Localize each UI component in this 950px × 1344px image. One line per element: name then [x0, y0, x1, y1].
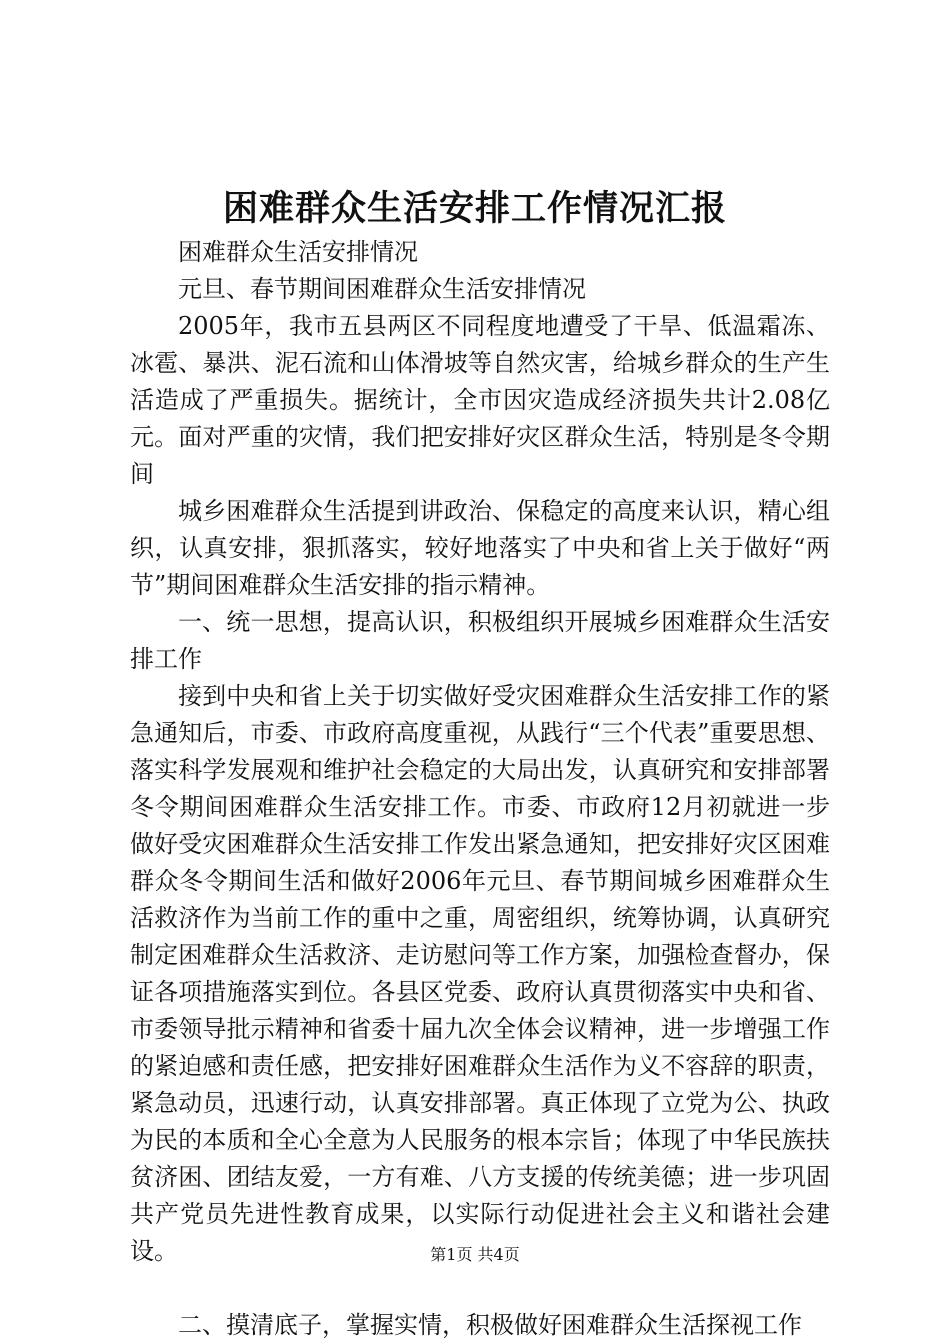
paragraph-section-1-body: 接到中央和省上关于切实做好受灾困难群众生活安排工作的紧急通知后，市委、市政府高度重视，从践行“三个代表”重要思想、落实科学发展观和维护社会稳定的大局出发，认真研究和安排部署冬令期间困难群众生活安排工作。市委、市政府12月初就进一步做好受灾困难群众生活安排工作发出紧急通知，把安排好灾区困难群众冬令期间生活和做好2006年元旦、春节期间城乡困难群众生活救济作为当前工作的重中之重，周密组织，统筹协调，认真研究制定困难群众生活救济、走访慰问等工作方案，加强检查督办，保证各项措施落实到位。各县区党委、政府认真贯彻落实中央和省、市委领导批示精神和省委十届九次全体会议精神，进一步增强工作的紧迫感和责任感，把安排好困难群众生活作为义不容辞的职责，紧急动员，迅速行动，认真安排部署。真正体现了立党为公、执政为民的本质和全心全意为人民服务的根本宗旨；体现了中华民族扶贫济困、团结友爱，一方有难、八方支援的传统美德；进一步巩固共产党员先进性教育成果，以实际行动促进社会主义和谐社会建设。 — [130, 682, 830, 1265]
paragraph-subtitle-2: 元旦、春节期间困难群众生活安排情况 — [178, 275, 586, 303]
section-heading-2: 二、摸清底子，掌握实情，积极做好困难群众生活探视工作 — [178, 1311, 802, 1339]
paragraph-subtitle-1: 困难群众生活安排情况 — [178, 238, 418, 266]
section-heading-1: 一、统一思想，提高认识，积极组织开展城乡困难群众生活安排工作 — [130, 608, 830, 673]
paragraph-guidance: 城乡困难群众生活提到讲政治、保稳定的高度来认识，精心组织，认真安排，狠抓落实，较好地落实了中央和省上关于做好“两节”期间困难群众生活安排的指示精神。 — [130, 497, 830, 599]
paragraph-disaster-overview: 2005年，我市五县两区不同程度地遭受了干旱、低温霜冻、冰雹、暴洪、泥石流和山体滑坡等自然灾害，给城乡群众的生产生活造成了严重损失。据统计，全市因灾造成经济损失共计2.08亿元。面对严重的灾情，我们把安排好灾区群众生活，特别是冬令期间 — [130, 312, 830, 488]
page-number: 第1页 共4页 — [430, 1245, 520, 1264]
document-title: 困难群众生活安排工作情况汇报 — [222, 188, 727, 229]
document-body — [130, 234, 830, 1344]
